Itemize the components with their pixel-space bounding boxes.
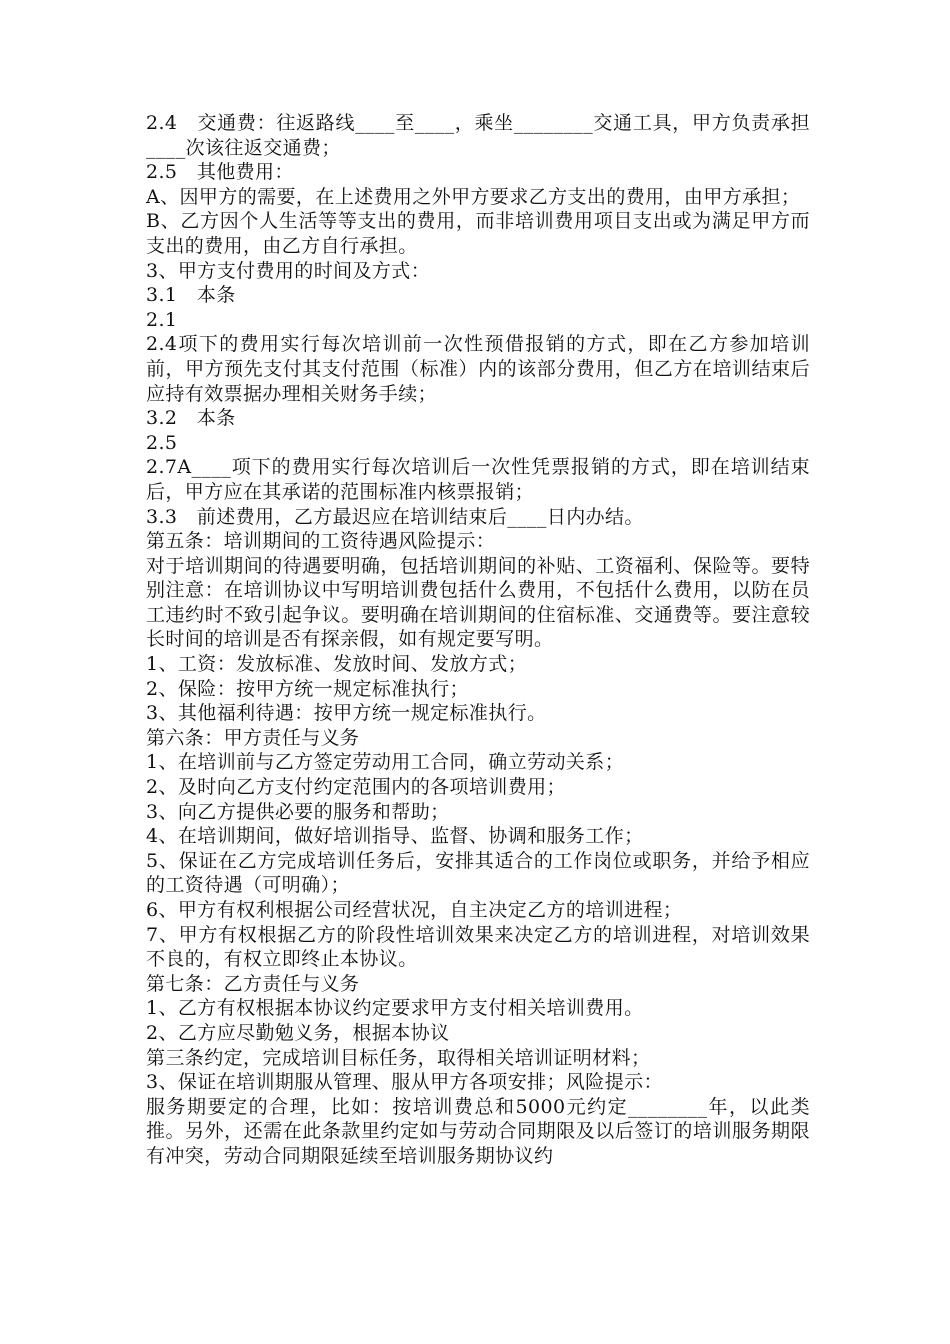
item-b: B、乙方因个人生活等等支出的费用，而非培训费用项目支出或为满足甲方而支出的费用，由乙方自行承担。 [146,210,810,257]
article-6-item-5: 5、保证在乙方完成培训任务后，安排其适合的工作岗位或职务，并给予相应的工资待遇（可明确）； [146,849,810,897]
article-6-item-6: 6、甲方有权利根据公司经营状况，自主决定乙方的培训进程； [146,899,683,921]
article-5-item-2: 2、保险：按甲方统一规定标准执行； [146,677,469,700]
article-5-item-1: 1、工资：发放标准、发放时间、发放方式； [146,653,528,676]
article-7-item-3: 3、保证在培训期服从管理、服从甲方各项安排；风险提示： [146,1071,663,1094]
document-body [146,111,810,1169]
clause-ref-2-5: 2.5 [146,431,178,454]
article-5-item-3: 3、其他福利待遇：按甲方统一规定标准执行。 [146,702,547,725]
article-5-risk-note: 对于培训期间的待遇要明确，包括培训期间的补贴、工资福利、保险等。要特别注意：在培训协议中写明培训费包括什么费用，不包括什么费用，以防在员工违约时不致引起争议。要明确在培训期间的住宿标准、交通费等。要注意较长时间的培训是否有探亲假，如有规定要写明。 [146,554,810,651]
clause-2-4-transport: 2.4 交通费：往返路线____至____，乘坐________交通工具，甲方负责承担____次该往返交通费； [146,112,810,159]
clause-3-2: 3.2 本条 [146,407,236,430]
clause-ref-2-1: 2.1 [146,308,178,331]
article-6-item-3: 3、向乙方提供必要的服务和帮助； [146,800,450,823]
article-6-item-1: 1、在培训前与乙方签定劳动用工合同，确立劳动关系； [146,751,625,774]
article-6-item-2: 2、及时向乙方支付约定范围内的各项培训费用； [146,776,566,799]
article-7-item-2: 2、乙方应尽勤勉义务，根据本协议 [146,1021,450,1044]
clause-ref-2-4-text: 2.4项下的费用实行每次培训前一次性预借报销的方式，即在乙方参加培训前，甲方预先支付其支付范围（标准）内的该部分费用，但乙方在培训结束后应持有效票据办理相关财务手续； [146,333,810,405]
article-7-risk-note: 服务期要定的合理，比如：按培训费总和5000元约定________年，以此类推。另外，还需在此条款里约定如与劳动合同期限及以后签订的培训服务期限有冲突，劳动合同期限延续至培训服务期协议约 [146,1095,810,1167]
article-5-heading: 第五条：培训期间的工资待遇风险提示： [146,530,496,553]
article-6-item-4: 4、在培训期间，做好培训指导、监督、协调和服务工作； [146,825,644,848]
clause-3-1: 3.1 本条 [146,284,236,307]
article-6-heading: 第六条：甲方责任与义务 [146,726,360,749]
clause-2-5-other: 2.5 其他费用： [146,161,294,184]
item-a: A、因甲方的需要，在上述费用之外甲方要求乙方支出的费用，由甲方承担； [146,185,801,208]
clause-3-3: 3.3 前述费用，乙方最迟应在培训结束后____日内办结。 [146,505,644,528]
article-6-item-7: 7、甲方有权根据乙方的阶段性培训效果来决定乙方的培训进程，对培训效果不良的，有权立即终止本协议。 [146,923,810,971]
article-7-heading: 第七条：乙方责任与义务 [146,972,360,995]
clause-ref-2-7-text: 2.7A____项下的费用实行每次培训后一次性凭票报销的方式，即在培训结束后，甲方应在其承诺的范围标准内核票报销； [146,456,810,503]
article-7-item-1: 1、乙方有权根据本协议约定要求甲方支付相关培训费用。 [146,997,644,1020]
article-7-item-2-cont: 第三条约定，完成培训目标任务，取得相关培训证明材料； [146,1046,651,1069]
section-3-heading: 3、甲方支付费用的时间及方式： [146,259,431,282]
